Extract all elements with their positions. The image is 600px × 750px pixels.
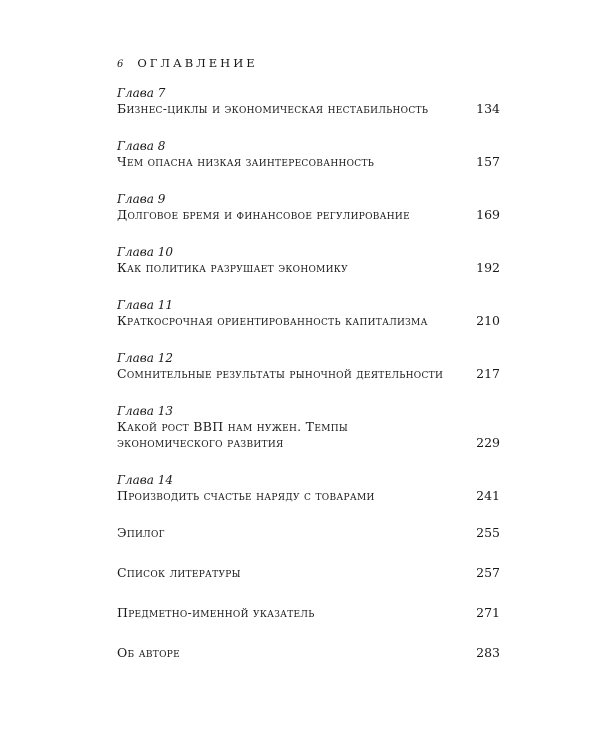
section-page-number: 257 — [476, 565, 500, 580]
chapter-title: Как политика разрушает экономику — [117, 260, 348, 275]
toc-entry-chapter-10 — [117, 244, 500, 276]
toc-entry-chapter-9 — [117, 191, 500, 223]
section-title: Предметно-именной указатель — [117, 605, 315, 620]
chapter-label: Глава 12 — [117, 351, 173, 365]
section-title: Об авторе — [117, 645, 180, 660]
section-title: Эпилог — [117, 525, 165, 540]
toc-entry-chapter-12 — [117, 350, 500, 382]
chapter-title: Долговое бремя и финансовое регулирование — [117, 207, 410, 222]
section-page-number: 271 — [476, 605, 500, 620]
toc-entry-chapter-14 — [117, 472, 500, 504]
chapter-page-number: 169 — [476, 207, 500, 222]
chapter-page-number: 217 — [476, 366, 500, 381]
toc-entry-chapter-8 — [117, 138, 500, 170]
chapter-title: Чем опасна низкая заинтересованность — [117, 154, 375, 169]
section-title: Список литературы — [117, 565, 241, 580]
chapter-page-number: 229 — [476, 435, 500, 450]
chapter-page-number: 210 — [476, 313, 500, 328]
chapter-title: Краткосрочная ориентированность капитализма — [117, 313, 428, 328]
toc-entry-bibliography — [117, 565, 500, 581]
chapter-page-number: 157 — [476, 154, 500, 169]
chapter-label: Глава 13 — [117, 404, 173, 418]
table-of-contents — [117, 85, 500, 685]
chapter-title: Сомнительные результаты рыночной деятельности — [117, 366, 444, 381]
page-number: 6 — [117, 59, 124, 70]
toc-entry-index — [117, 605, 500, 621]
chapter-page-number: 134 — [476, 101, 500, 116]
chapter-label: Глава 11 — [117, 298, 173, 312]
section-page-number: 255 — [476, 525, 500, 540]
toc-entry-epilogue — [117, 525, 500, 541]
chapter-label: Глава 8 — [117, 139, 166, 153]
toc-entry-chapter-13 — [117, 403, 500, 451]
chapter-page-number: 192 — [476, 260, 500, 275]
chapter-page-number: 241 — [476, 488, 500, 503]
chapter-label: Глава 9 — [117, 192, 166, 206]
chapter-label: Глава 7 — [117, 86, 166, 100]
chapter-title: Какой рост ВВП нам нужен. Темпы экономического развития — [117, 419, 349, 450]
toc-entry-about-author — [117, 645, 500, 661]
chapter-title: Производить счастье наряду с товарами — [117, 488, 375, 503]
chapter-title: Бизнес-циклы и экономическая нестабильность — [117, 101, 429, 116]
page-title: ОГЛАВЛЕНИЕ — [137, 56, 258, 70]
toc-entry-chapter-7 — [117, 85, 500, 117]
toc-entry-chapter-11 — [117, 297, 500, 329]
chapter-label: Глава 10 — [117, 245, 173, 259]
running-head — [117, 56, 258, 70]
section-page-number: 283 — [476, 645, 500, 660]
chapter-label: Глава 14 — [117, 473, 173, 487]
